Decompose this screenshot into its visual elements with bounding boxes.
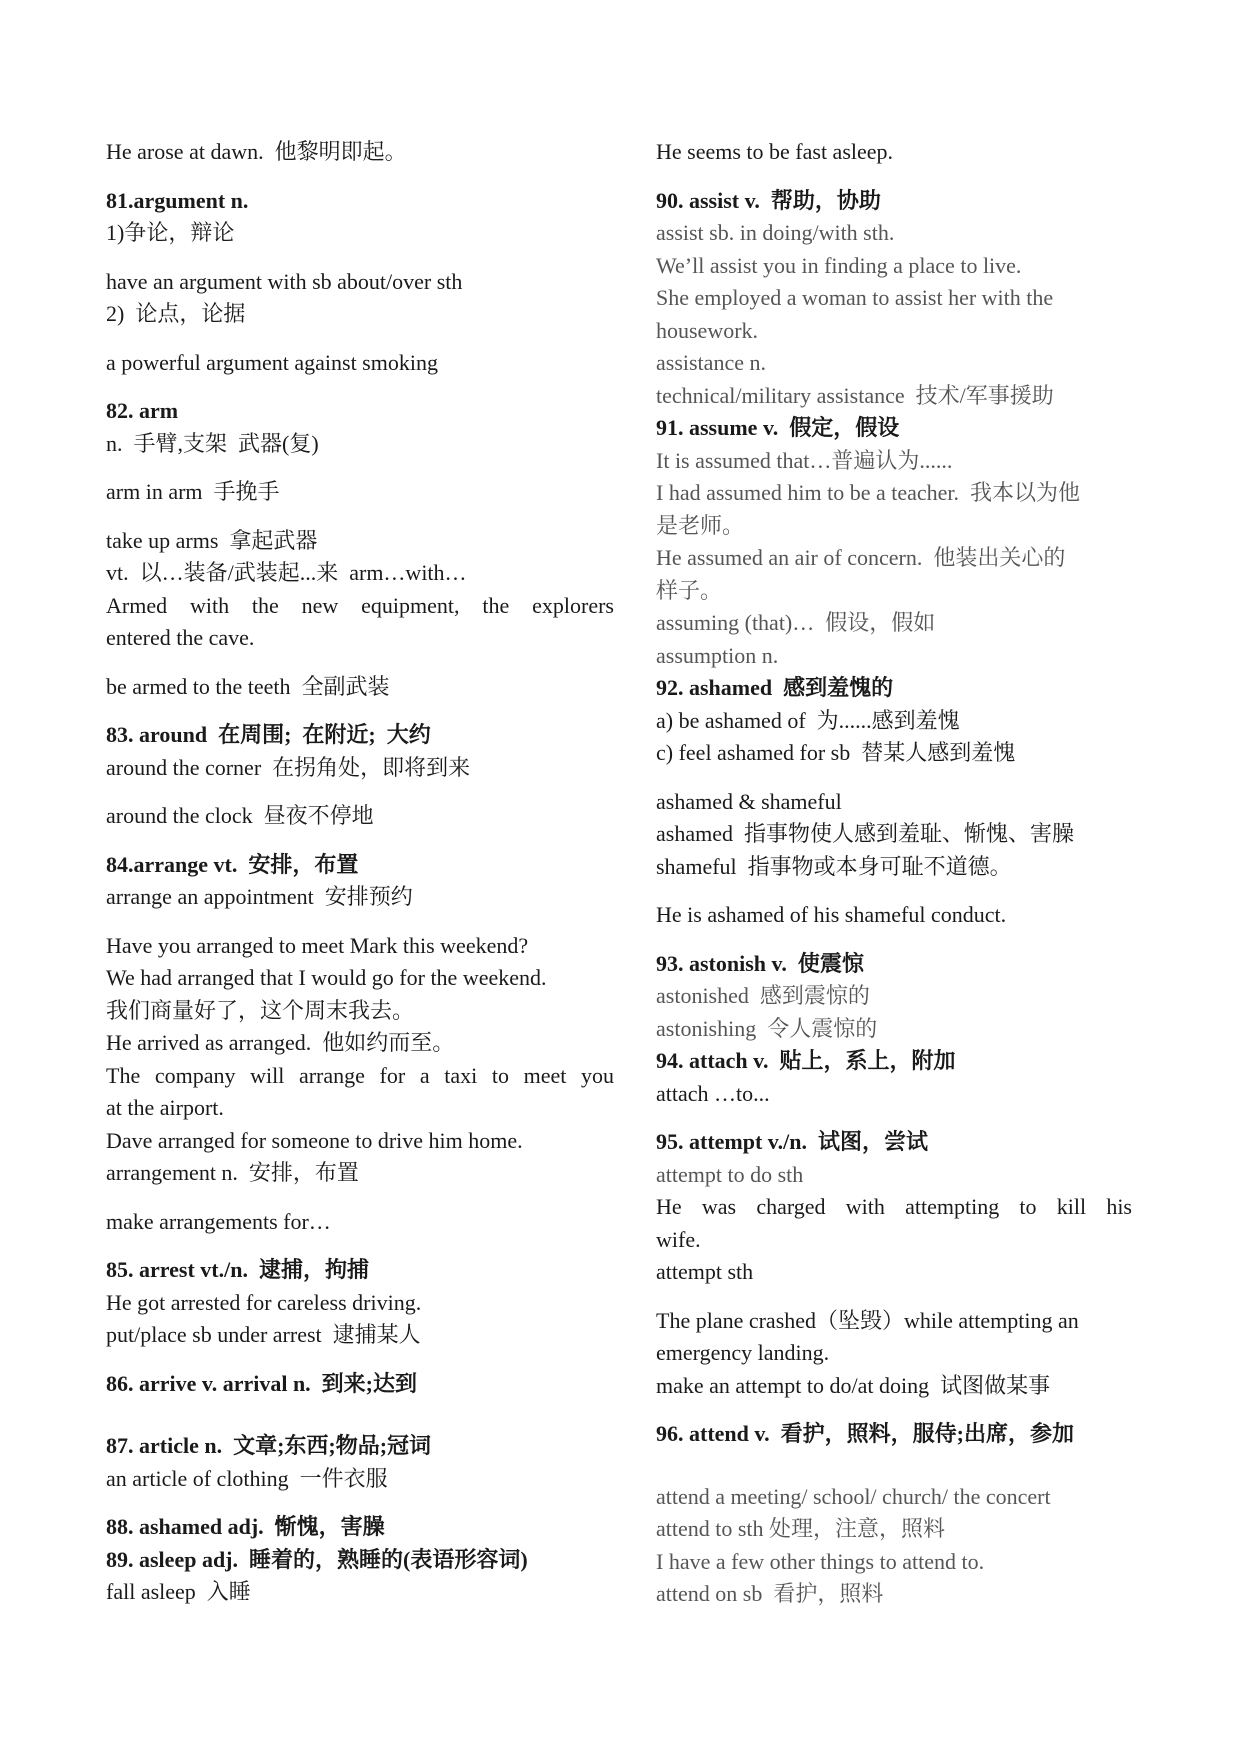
- left-entry-heading: 83. around 在周围; 在附近; 大约: [106, 722, 431, 747]
- right-text-line: 是老师。: [656, 512, 745, 538]
- right-entry-heading: 91. assume v. 假定，假设: [656, 415, 900, 440]
- right-text-line: housework.: [656, 317, 759, 343]
- right-text-line: I have a few other things to attend to.: [656, 1548, 985, 1574]
- right-text-line: attempt to do sth: [656, 1161, 804, 1187]
- left-text-line: He got arrested for careless driving.: [106, 1289, 422, 1315]
- left-entry-heading: 84.arrange vt. 安排，布置: [106, 851, 359, 877]
- left-text-line: 我们商量好了，这个周末我去。: [106, 997, 415, 1023]
- left-entry-heading: 82. arm: [106, 398, 179, 423]
- right-text-line: ashamed & shameful: [656, 788, 842, 814]
- right-text-line: attend a meeting/ school/ church/ the concert: [656, 1483, 1051, 1509]
- left-text-line: vt. 以…装备/武装起...来 arm…with…: [106, 560, 467, 585]
- left-text-line: be armed to the teeth 全副武装: [106, 673, 390, 699]
- right-entry-heading: 95. attempt v./n. 试图，尝试: [656, 1129, 928, 1154]
- left-text-line: Dave arranged for someone to drive him home.: [106, 1127, 523, 1153]
- right-text-line: astonishing 令人震惊的: [656, 1015, 878, 1041]
- right-text-line: I had assumed him to be a teacher. 我本以为他: [656, 480, 1081, 505]
- left-text-line: around the clock 昼夜不停地: [106, 803, 374, 828]
- left-text-line: have an argument with sb about/over sth: [106, 268, 463, 294]
- right-entry-heading: 94. attach v. 贴上，系上，附加: [656, 1048, 956, 1073]
- left-text-line: 1)争论，辩论: [106, 220, 235, 245]
- right-text-line: emergency landing.: [656, 1340, 830, 1365]
- left-text-line: at the airport.: [106, 1095, 224, 1120]
- right-text-line: shameful 指事物或本身可耻不道德。: [656, 853, 1012, 879]
- left-text-line: Have you arranged to meet Mark this weekend?: [106, 932, 529, 958]
- right-text-line: c) feel ashamed for sb 替某人感到羞愧: [656, 740, 1016, 765]
- right-text-line: 样子。: [656, 577, 723, 603]
- right-text-line: assuming (that)… 假设，假如: [656, 610, 936, 635]
- right-text-line: technical/military assistance 技术/军事援助: [656, 382, 1054, 408]
- right-entry-heading: 90. assist v. 帮助，协助: [656, 187, 881, 213]
- right-text-line: attach …to...: [656, 1080, 770, 1106]
- left-entry-heading: 86. arrive v. arrival n. 到来;达到: [106, 1370, 418, 1396]
- left-text-line: 2) 论点，论据: [106, 301, 246, 326]
- left-column: [106, 136, 614, 1609]
- right-text-line: It is assumed that…普遍认为......: [656, 447, 953, 473]
- right-text-line: astonished 感到震惊的: [656, 983, 870, 1008]
- left-entry-heading: 85. arrest vt./n. 逮捕，拘捕: [106, 1257, 369, 1282]
- left-text-line: take up arms 拿起武器: [106, 527, 318, 553]
- right-text-line: assumption n.: [656, 642, 779, 668]
- left-entry-heading: 88. ashamed adj. 惭愧，害臊: [106, 1514, 385, 1539]
- right-text-line: He is ashamed of his shameful conduct.: [656, 902, 1007, 927]
- right-text-line: assist sb. in doing/with sth.: [656, 220, 895, 245]
- right-text-line: attempt sth: [656, 1259, 754, 1284]
- right-entry-heading: 96. attend v. 看护，照料，服侍;出席，参加: [656, 1421, 1075, 1446]
- left-text-line: entered the cave.: [106, 625, 255, 650]
- left-text-line: He arose at dawn. 他黎明即起。: [106, 139, 407, 164]
- left-text-line: He arrived as arranged. 他如约而至。: [106, 1030, 455, 1055]
- left-text-line: a powerful argument against smoking: [106, 349, 438, 375]
- left-text-line: put/place sb under arrest 逮捕某人: [106, 1322, 421, 1347]
- right-column: [656, 136, 1132, 1611]
- right-text-line: We’ll assist you in finding a place to live.: [656, 252, 1022, 278]
- left-text-line: We had arranged that I would go for the weekend.: [106, 965, 547, 990]
- left-text-line: around the corner 在拐角处，即将到来: [106, 754, 471, 780]
- left-text-line: arrangement n. 安排，布置: [106, 1160, 359, 1185]
- right-text-line: attend on sb 看护，照料: [656, 1581, 884, 1606]
- right-text-line: assistance n.: [656, 350, 766, 375]
- left-entry-heading: 87. article n. 文章;东西;物品;冠词: [106, 1433, 432, 1458]
- left-entry-heading: 89. asleep adj. 睡着的，熟睡的(表语形容词): [106, 1546, 528, 1572]
- left-text-line: fall asleep 入睡: [106, 1579, 251, 1604]
- left-text-line: arrange an appointment 安排预约: [106, 884, 413, 909]
- left-entry-heading: 81.argument n.: [106, 187, 249, 213]
- right-text-line: make an attempt to do/at doing 试图做某事: [656, 1372, 1051, 1398]
- right-text-line: The plane crashed（坠毁）while attempting an: [656, 1307, 1079, 1333]
- right-text-line: wife.: [656, 1226, 701, 1252]
- right-text-line: He seems to be fast asleep.: [656, 139, 894, 164]
- left-text-line: an article of clothing 一件衣服: [106, 1465, 388, 1491]
- left-text-line: The company will arrange for a taxi to meet you: [106, 1062, 614, 1088]
- left-text-line: make arrangements for…: [106, 1208, 331, 1234]
- right-text-line: a) be ashamed of 为......感到羞愧: [656, 707, 960, 733]
- right-text-line: attend to sth 处理，注意，照料: [656, 1516, 946, 1541]
- right-text-line: He assumed an air of concern. 他装出关心的: [656, 545, 1066, 570]
- right-text-line: ashamed 指事物使人感到羞耻、惭愧、害臊: [656, 821, 1074, 846]
- left-text-line: n. 手臂,支架 武器(复): [106, 430, 319, 456]
- left-text-line: Armed with the new equipment, the explorers: [106, 592, 614, 618]
- right-entry-heading: 93. astonish v. 使震惊: [656, 950, 864, 976]
- left-text-line: arm in arm 手挽手: [106, 479, 280, 504]
- right-text-line: She employed a woman to assist her with the: [656, 285, 1054, 310]
- right-text-line: He was charged with attempting to kill his: [656, 1194, 1132, 1219]
- right-entry-heading: 92. ashamed 感到羞愧的: [656, 675, 894, 700]
